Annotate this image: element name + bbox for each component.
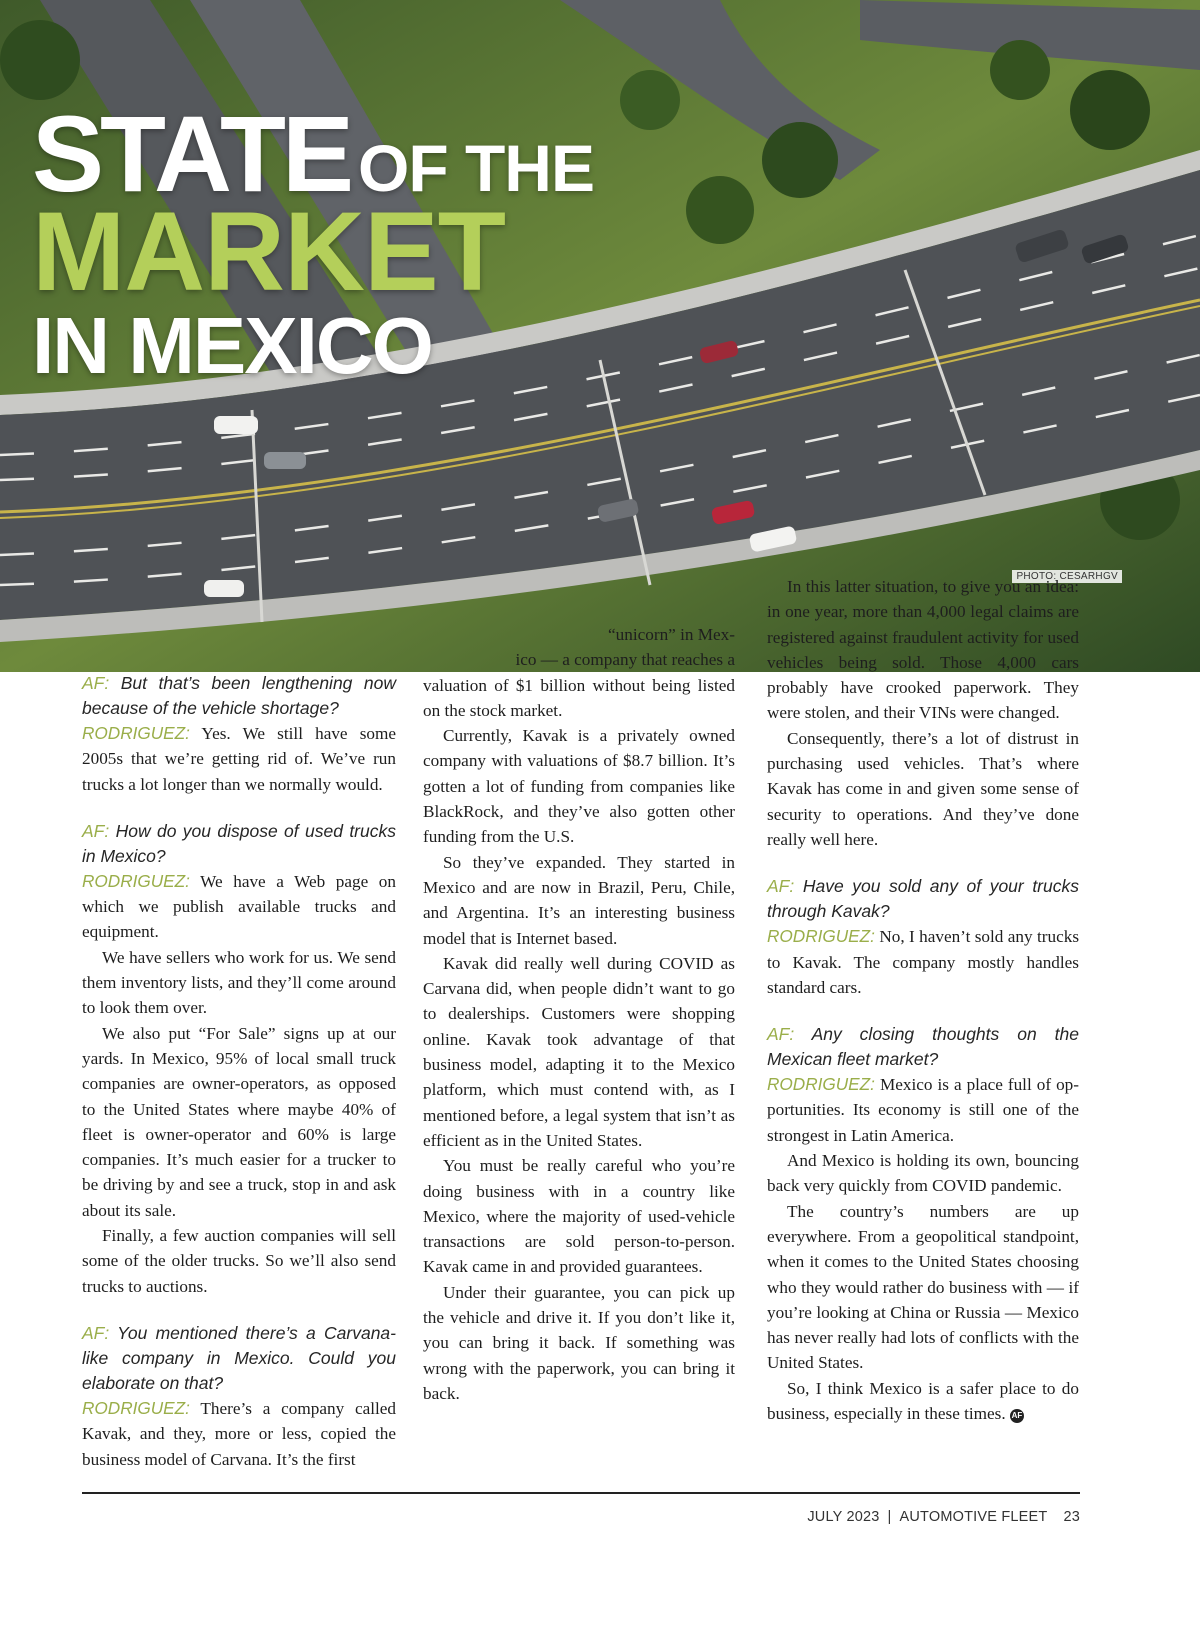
answer-paragraph xyxy=(82,721,396,797)
page-number: 23 xyxy=(1063,1509,1080,1525)
footer-date: JULY 2023 xyxy=(807,1509,880,1525)
headline-in-mexico: IN MEXICO xyxy=(32,301,432,390)
answer-paragraph xyxy=(82,869,396,945)
af-label: AF: xyxy=(767,1024,795,1045)
body-paragraph: Finally, a few auction companies will sell some of the older trucks. So we’ll also send trucks to auctions. xyxy=(82,1226,396,1296)
question-text: Have you sold any of your trucks through Kavak? xyxy=(767,876,1079,922)
speaker-label: RODRIGUEZ: xyxy=(82,1397,190,1418)
body-paragraph: Currently, Kavak is a privately owned company with valuations of $8.7 billion. It’s gotten a lot of funding from companies like BlackRock, and they’ve also gotten other funding from the U.S. xyxy=(423,726,735,847)
answer-text: Yes. We still have some 2005s that we’re getting rid of. We’ve run trucks a lot longer than we normally would. xyxy=(82,724,396,794)
answer-text: We have a Web page on which we publish available trucks and equipment. xyxy=(82,871,396,942)
question-text: Any closing thoughts on the Mexican fleet market? xyxy=(767,1024,1079,1070)
af-end-mark-icon: AF xyxy=(1010,1409,1024,1423)
speaker-label: RODRIGUEZ: xyxy=(82,723,190,743)
answer-paragraph xyxy=(82,1396,396,1472)
hero-photo xyxy=(0,0,1200,672)
article-column-3 xyxy=(767,574,1079,1426)
body-paragraph: We also put “For Sale” signs up at our yards. In Mexico, 95% of local small truck companies are owner-operators, as opposed to the United States where maybe 40% of fleet is owner-operator and 60% is large companies. It’s much easier for a trucker to be driving by and see a truck, stop in and ask about its sale. xyxy=(82,1023,396,1220)
answer-paragraph xyxy=(767,1072,1079,1148)
question-carvana-like xyxy=(82,1321,396,1396)
question-closing-thoughts xyxy=(767,1022,1079,1072)
body-paragraph: Consequently, there’s a lot of distrust in purchasing used vehicles. That’s where Kavak has come in and given some sense of security to operations. And they’ve done really well here. xyxy=(767,728,1079,849)
body-paragraph: You must be really careful who you’re doing business with in a country like Mexico, where the majority of used-vehicle transactions are sold person-to-person. Kavak came in and provided guarantees. xyxy=(423,1156,735,1277)
headline-market: MARKET xyxy=(32,189,506,314)
body-paragraph: The country’s numbers are up everywhere. From a geopolitical standpoint, when it comes to the United States choosing who they would rather do business with — if you’re looking at China or Russia — Mexico has never really had lots of conflicts with the United States. xyxy=(767,1201,1079,1373)
question-text: You mentioned there’s a Carvana-like company in Mexico. Could you elaborate on that? xyxy=(82,1322,396,1393)
speaker-label: RODRIGUEZ: xyxy=(767,926,875,947)
answer-text: Mexico is a place full of opportunities. Its economy is still one of the strongest in Latin America. xyxy=(767,1075,1080,1145)
question-sold-through-kavak xyxy=(767,874,1079,924)
af-label: AF: xyxy=(767,876,795,897)
body-paragraph-continued-line-1: “unicorn” in Mex- xyxy=(608,625,735,644)
af-label: AF: xyxy=(82,673,110,693)
question-text: How do you dispose of used trucks in Mexico? xyxy=(82,820,396,866)
body-paragraph: We have sellers who work for us. We send them inventory lists, and they’ll come around to look them over. xyxy=(82,947,396,1018)
af-label: AF: xyxy=(82,1322,110,1343)
body-paragraph-continued: valuation of $1 billion without being listed on the stock market. xyxy=(423,675,735,720)
footer-separator: | xyxy=(887,1509,892,1525)
final-text: So, I think Mexico is a safer place to do business, especially in these times. xyxy=(767,1378,1079,1424)
question-vehicle-shortage xyxy=(82,671,396,721)
body-paragraph: So they’ve expanded. They started in Mexico and are now in Brazil, Peru, Chile, and Argentina. It’s an interesting business model that is Internet based. xyxy=(423,852,735,948)
footer-publication: AUTOMOTIVE FLEET xyxy=(899,1509,1048,1525)
photo-credit: PHOTO: CESARHGV xyxy=(1012,570,1122,583)
body-paragraph: Kavak did really well during COVID as Carvana did, when people didn’t want to go to dealerships. Customers were shopping online. Kavak took advantage of that business model, adapting it to the Mexico platform, which must contend with, as I mentioned before, a legal system that isn’t as efficient as in the United States. xyxy=(423,953,735,1150)
body-paragraph: In this latter situation, to give you an idea: in one year, more than 4,000 legal claims are registered against fraudulent activity for used vehicles being sold. Those 4,000 cars probably have crooked paperwork. They were stolen, and their VINs were changed. xyxy=(767,577,1079,723)
body-paragraph: Under their guarantee, you can pick up the vehicle and drive it. If you don’t like it, you can bring it back. If something was wrong with the paperwork, you can bring it back. xyxy=(423,1282,735,1403)
body-paragraph-continued-line-2: ico — a company that reaches a xyxy=(515,650,735,670)
article-column-1 xyxy=(82,671,396,1472)
headline-state: STATE xyxy=(32,93,350,214)
speaker-label: RODRIGUEZ: xyxy=(82,870,190,891)
question-text: But that’s been lengthening now because of the vehicle shortage? xyxy=(82,673,396,718)
af-label: AF: xyxy=(82,820,110,841)
body-paragraph: And Mexico is holding its own, bouncing back very quickly from COVID pandemic. xyxy=(767,1151,1079,1196)
article-column-2 xyxy=(423,622,735,1406)
headline-of-the: OF THE xyxy=(357,131,594,205)
body-paragraph-final xyxy=(767,1376,1079,1427)
speaker-label: RODRIGUEZ: xyxy=(767,1074,875,1095)
page-footer xyxy=(807,1509,1080,1525)
answer-text: No, I haven’t sold any trucks to Kavak. The company mostly handles standard cars. xyxy=(767,927,1080,997)
answer-paragraph xyxy=(767,924,1079,1000)
answer-text: There’s a company called Kavak, and they, more or less, copied the business model of Carvana. It’s the first xyxy=(82,1398,396,1469)
question-dispose-trucks xyxy=(82,819,396,869)
footer-rule xyxy=(82,1492,1080,1494)
